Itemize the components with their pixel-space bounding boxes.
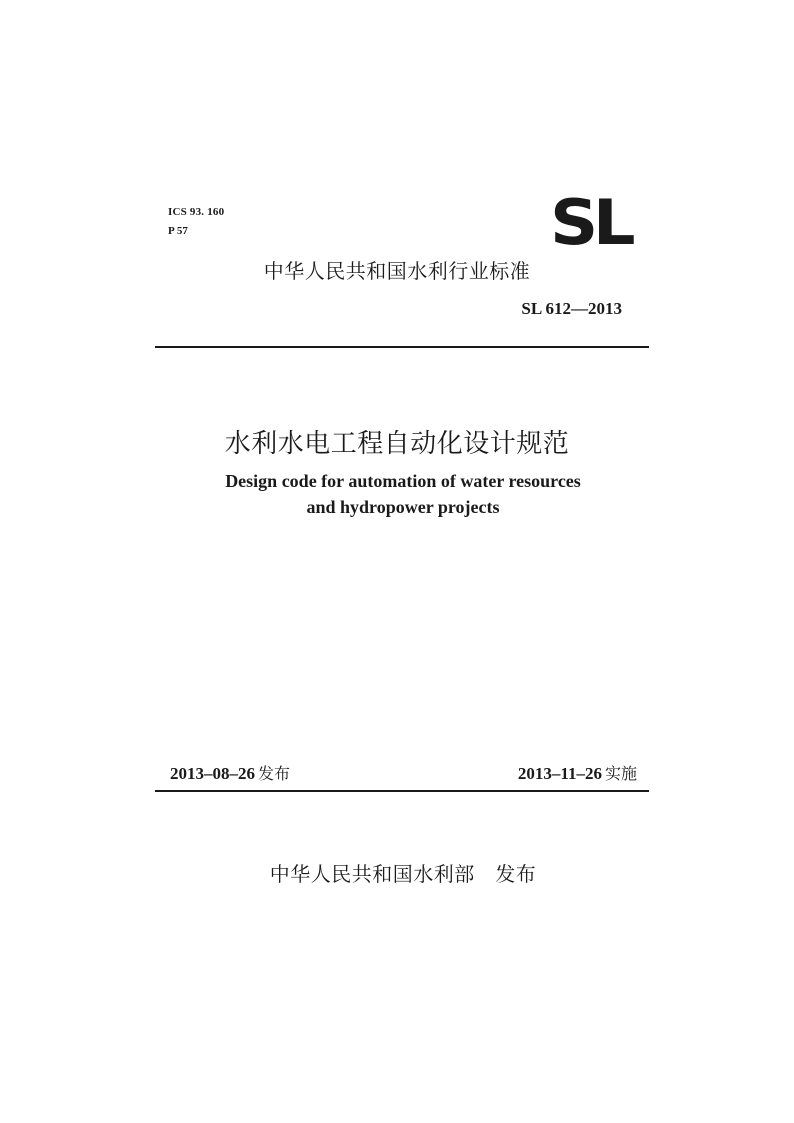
- implement-date: 2013–11–26: [517, 764, 602, 783]
- implement-date-block: [518, 761, 637, 784]
- ics-code: ICS 93. 160: [168, 206, 225, 218]
- title-english-line-2: and hydropower projects: [306, 497, 500, 517]
- publisher-name: 中华人民共和国水利部: [269, 862, 475, 886]
- standard-code: SL 612—2013: [521, 299, 622, 318]
- publish-label: 发布: [495, 862, 537, 886]
- title-english-line-1: Design code for automation of water resources: [225, 471, 581, 491]
- sl-logo: SL: [550, 186, 631, 259]
- issue-label: 发布: [258, 764, 291, 783]
- top-divider: [155, 346, 649, 348]
- issue-date: 2013–08–26: [170, 764, 255, 783]
- title-chinese: 水利水电工程自动化设计规范: [224, 429, 570, 459]
- implement-label: 实施: [604, 764, 637, 783]
- standard-category: 中华人民共和国水利行业标准: [263, 259, 531, 283]
- title-english: [0, 468, 794, 520]
- issue-date-block: [170, 761, 290, 784]
- publisher-block: [0, 858, 794, 887]
- bottom-divider: [155, 790, 649, 792]
- ccs-code: P 57: [168, 225, 188, 237]
